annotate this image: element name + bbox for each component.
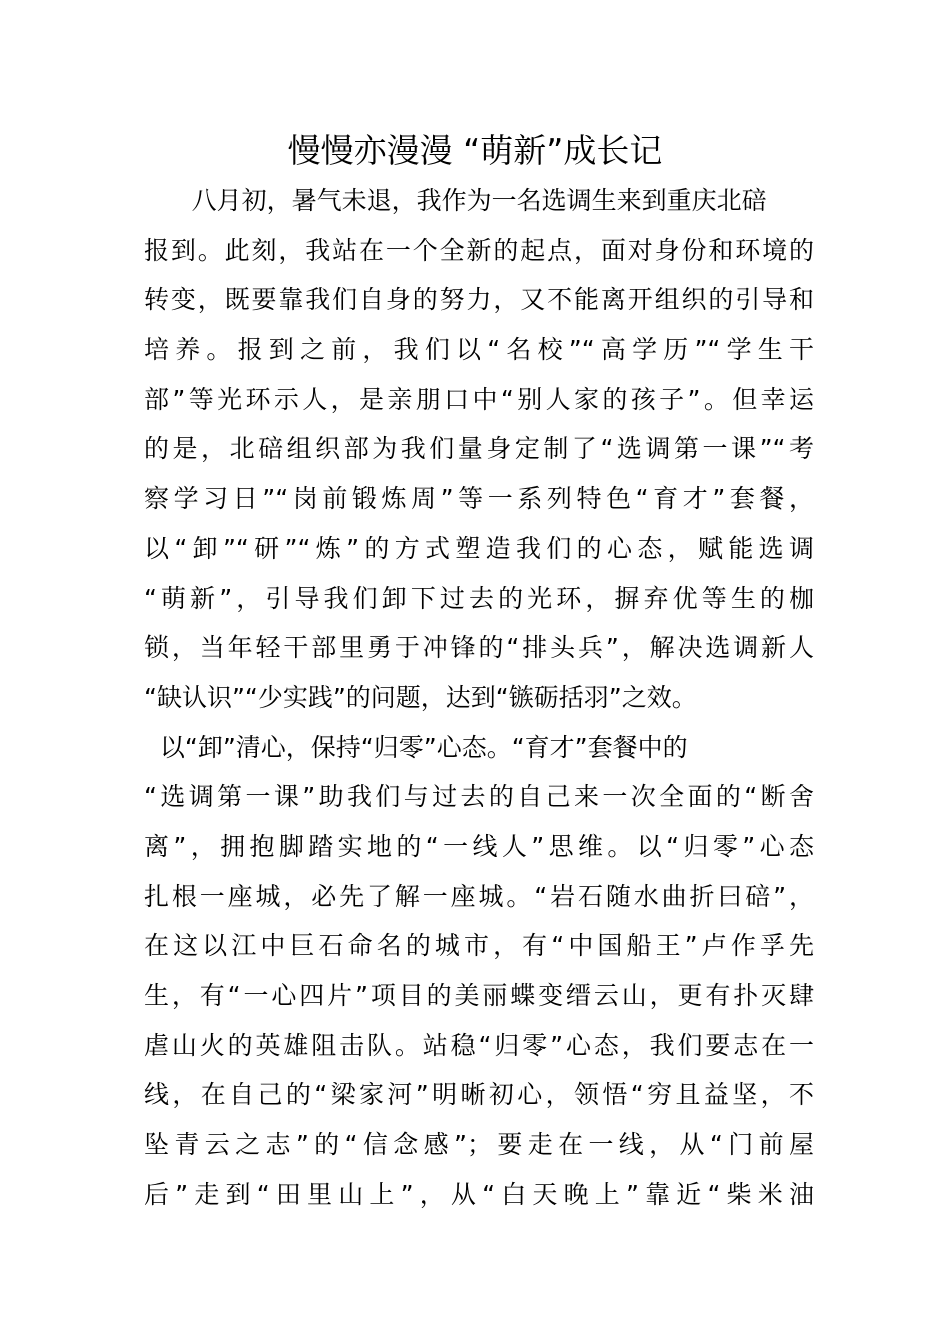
paragraph-line-16: 在这以江中巨石命名的城市，有“中国船王”卢作孚先 <box>144 931 814 961</box>
document-title: 慢慢亦漫漫 “萌新”成长记 <box>287 131 663 170</box>
paragraph-line-1: 八月初，暑气未退，我作为一名选调生来到重庆北碚 <box>144 186 767 215</box>
paragraph-line-18: 虐山火的英雄阻击队。站稳“归零”心态，我们要志在一 <box>144 1030 814 1060</box>
paragraph-line-11: “缺认识”“少实践”的问题，达到“镞砺括羽”之效。 <box>144 682 697 712</box>
paragraph-line-9: “萌新”，引导我们卸下过去的光环，摒弃优等生的枷 <box>144 583 814 613</box>
paragraph-line-6: 的是，北碚组织部为我们量身定制了“选调第一课”“考 <box>144 434 814 464</box>
paragraph-line-10: 锁，当年轻干部里勇于冲锋的“排头兵”，解决选调新人 <box>144 633 814 663</box>
paragraph-line-4: 培养。报到之前，我们以“名校”“高学历”“学生干 <box>144 335 814 365</box>
paragraph-line-20: 坠青云之志”的“信念感”；要走在一线，从“门前屋 <box>144 1130 814 1160</box>
paragraph-line-14: 离”，拥抱脚踏实地的“一线人”思维。以“归零”心态 <box>144 831 814 861</box>
paragraph-line-7: 察学习日”“岗前锻炼周”等一系列特色“育才”套餐， <box>144 484 814 514</box>
paragraph-line-13: “选调第一课”助我们与过去的自己来一次全面的“断舍 <box>144 782 814 812</box>
paragraph-line-21: 后”走到“田里山上”，从“白天晚上”靠近“柴米油 <box>144 1179 814 1209</box>
document-body <box>144 176 814 1219</box>
paragraph-line-2: 报到。此刻，我站在一个全新的起点，面对身份和环境的 <box>144 235 814 265</box>
paragraph-line-8: 以“卸”“研”“炼”的方式塑造我们的心态，赋能选调 <box>144 533 814 563</box>
paragraph-line-3: 转变，既要靠我们自身的努力，又不能离开组织的引导和 <box>144 285 814 315</box>
paragraph-line-5: 部”等光环示人，是亲朋口中“别人家的孩子”。但幸运 <box>144 384 814 414</box>
paragraph-line-19: 线，在自己的“梁家河”明晰初心，领悟“穷且益坚，不 <box>144 1080 814 1110</box>
paragraph-line-17: 生，有“一心四片”项目的美丽蝶变缙云山，更有扑灭肆 <box>144 981 814 1010</box>
paragraph-line-12: 以“卸”清心，保持“归零”心态。“育才”套餐中的 <box>144 732 688 762</box>
paragraph-line-15: 扎根一座城，必先了解一座城。“岩石随水曲折曰碚”， <box>144 881 814 911</box>
